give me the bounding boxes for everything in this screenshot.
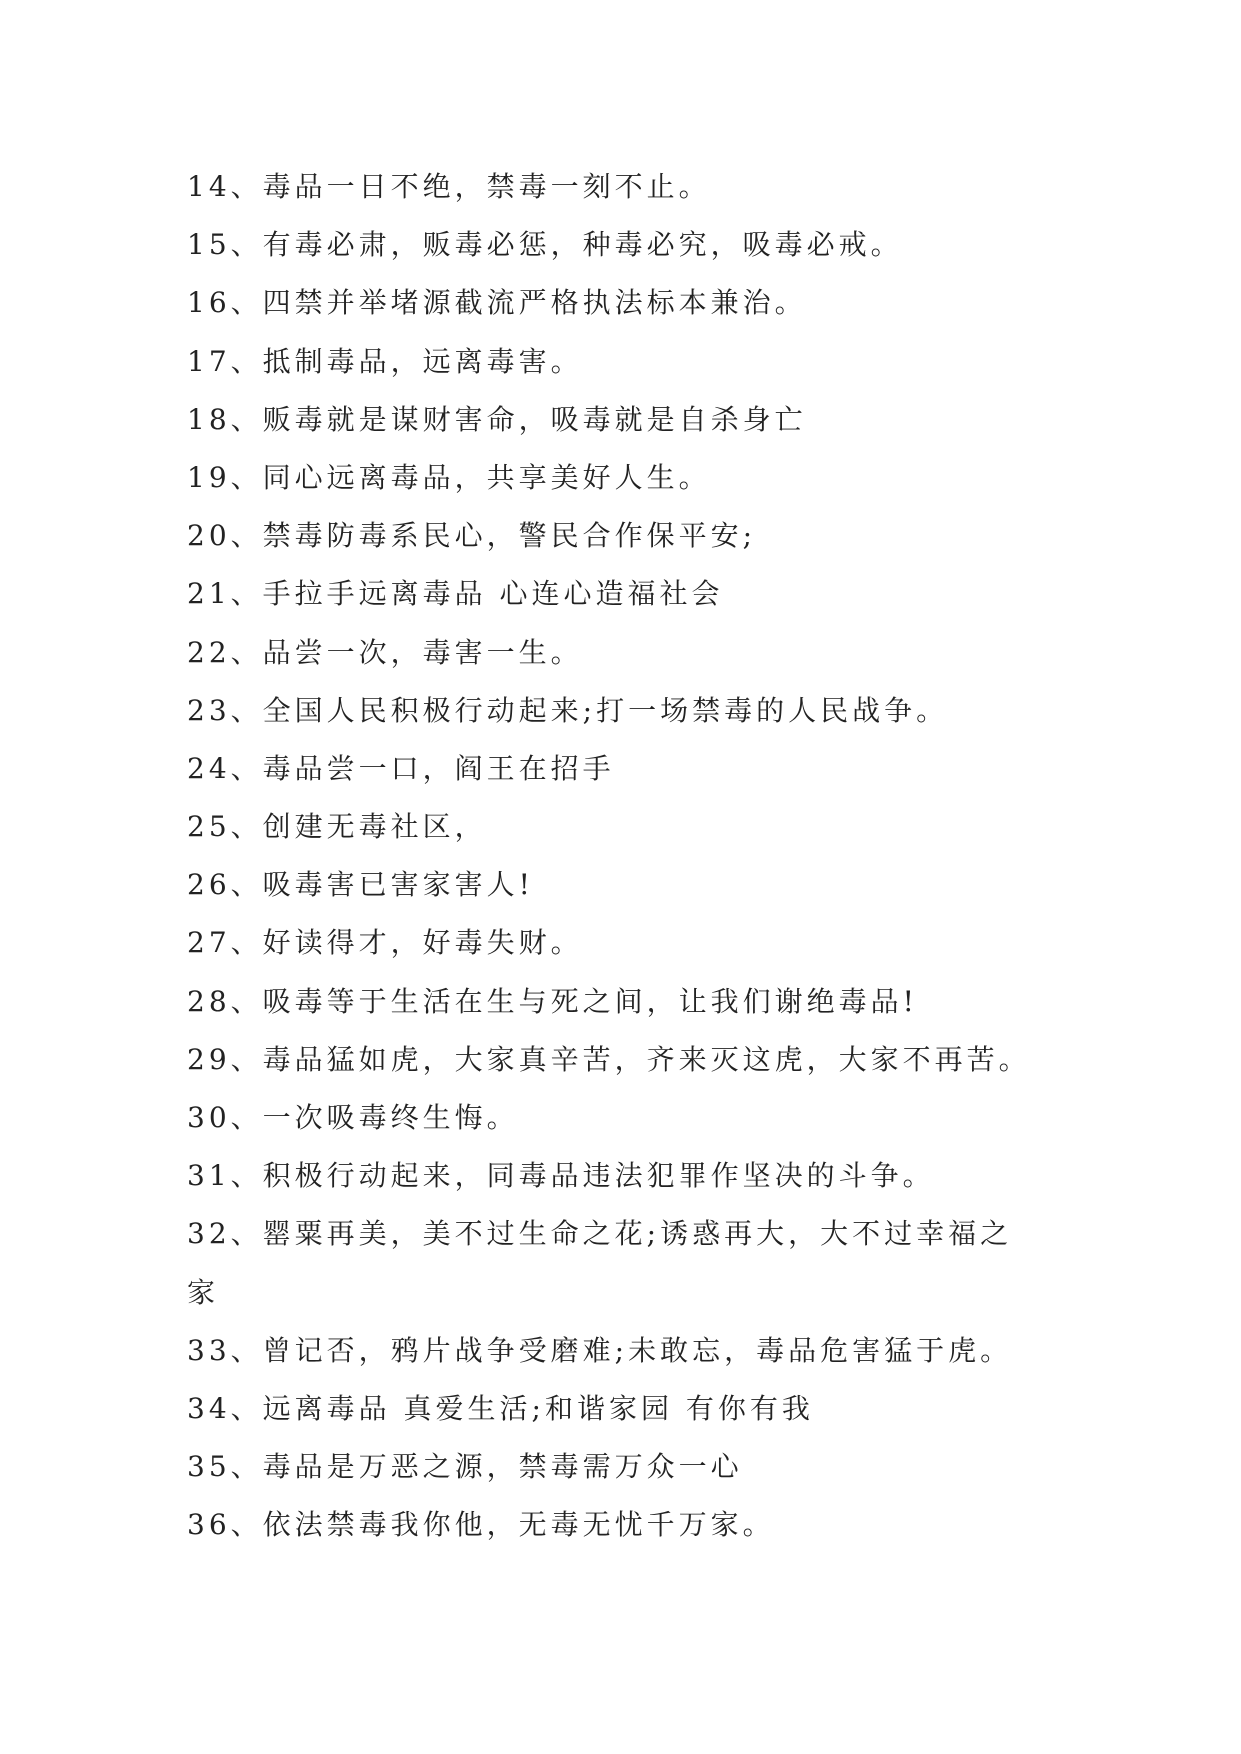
slogan-line: 22、品尝一次，毒害一生。	[187, 635, 583, 669]
slogan-line: 26、吸毒害已害家害人!	[187, 868, 534, 902]
slogan-line: 33、曾记否，鸦片战争受磨难;未敢忘，毒品危害猛于虎。	[187, 1333, 1013, 1367]
slogan-line: 23、全国人民积极行动起来;打一场禁毒的人民战争。	[187, 693, 949, 727]
slogan-line: 24、毒品尝一口，阎王在招手	[187, 751, 615, 785]
slogan-line: 27、好读得才，好毒失财。	[187, 926, 583, 960]
slogan-list	[187, 158, 1087, 1555]
slogan-line: 18、贩毒就是谋财害命，吸毒就是自杀身亡	[187, 402, 807, 436]
slogan-line-continuation: 家	[187, 1275, 220, 1309]
slogan-line: 25、创建无毒社区，	[187, 810, 487, 844]
slogan-line: 14、毒品一日不绝，禁毒一刻不止。	[187, 170, 711, 203]
slogan-line: 29、毒品猛如虎，大家真辛苦，齐来灭这虎，大家不再苦。	[187, 1042, 1031, 1076]
slogan-line: 16、四禁并举堵源截流严格执法标本兼治。	[187, 286, 807, 320]
slogan-line: 36、依法禁毒我你他，无毒无忧千万家。	[187, 1508, 775, 1542]
slogan-line: 28、吸毒等于生活在生与死之间，让我们谢绝毒品!	[187, 984, 918, 1018]
slogan-line: 35、毒品是万恶之源，禁毒需万众一心	[187, 1450, 743, 1484]
slogan-line: 32、罂粟再美，美不过生命之花;诱惑再大，大不过幸福之	[187, 1217, 1013, 1251]
slogan-line: 31、积极行动起来，同毒品违法犯罪作坚决的斗争。	[187, 1159, 935, 1193]
slogan-line: 30、一次吸毒终生悔。	[187, 1101, 519, 1134]
slogan-line: 17、抵制毒品，远离毒害。	[187, 344, 583, 378]
slogan-line: 34、远离毒品 真爱生活;和谐家园 有你有我	[187, 1391, 814, 1425]
slogan-line: 20、禁毒防毒系民心，警民合作保平安;	[187, 519, 757, 553]
slogan-line: 19、同心远离毒品，共享美好人生。	[187, 460, 711, 494]
slogan-line: 15、有毒必肃，贩毒必惩，种毒必究，吸毒必戒。	[187, 228, 903, 262]
slogan-line: 21、手拉手远离毒品 心连心造福社会	[187, 577, 724, 611]
